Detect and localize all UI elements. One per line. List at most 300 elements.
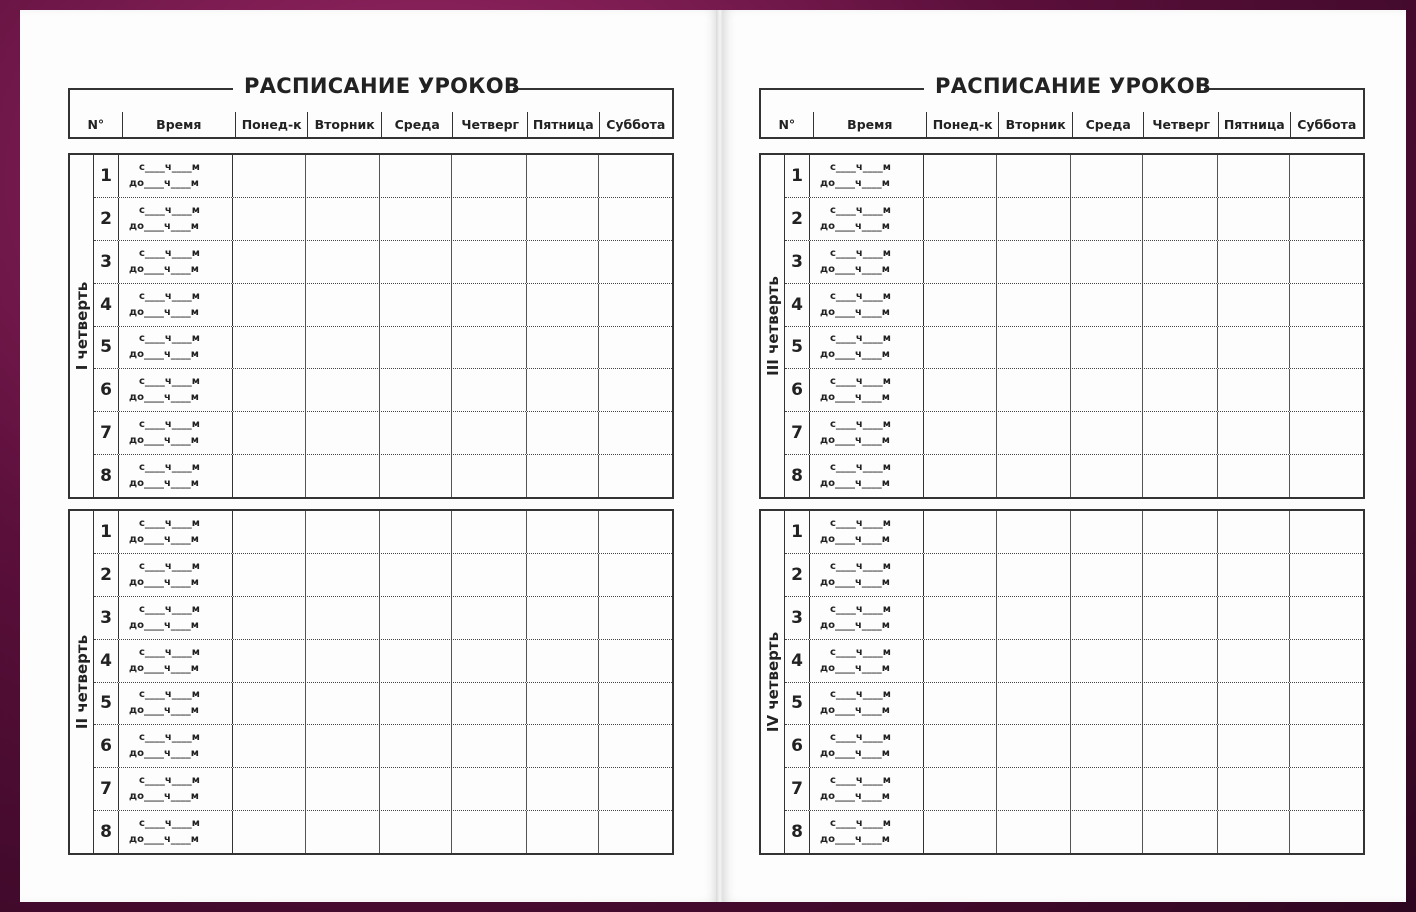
time-to: до____ч____м xyxy=(820,177,890,189)
day-cell[interactable] xyxy=(1290,241,1363,283)
day-cell[interactable] xyxy=(452,511,527,553)
time-from: с____ч____м xyxy=(139,161,200,173)
quarter-label: II четверть xyxy=(72,634,91,730)
day-cell[interactable] xyxy=(997,768,1071,810)
day-cell[interactable] xyxy=(997,811,1071,853)
day-cell[interactable] xyxy=(233,768,306,810)
day-cell[interactable] xyxy=(1143,725,1218,767)
time-cell[interactable] xyxy=(810,155,924,197)
day-cell[interactable] xyxy=(452,554,527,596)
time-cell[interactable] xyxy=(119,511,233,553)
day-cell[interactable] xyxy=(380,597,452,639)
day-cell[interactable] xyxy=(306,597,380,639)
day-cell[interactable] xyxy=(1143,155,1218,197)
time-cell[interactable] xyxy=(810,455,924,497)
time-from: с____ч____м xyxy=(830,247,891,259)
lesson-number: 8 xyxy=(785,455,810,497)
day-cell[interactable] xyxy=(1143,455,1218,497)
day-cell[interactable] xyxy=(1071,369,1143,411)
day-cell[interactable] xyxy=(306,412,380,454)
day-cell[interactable] xyxy=(380,455,452,497)
time-cell[interactable] xyxy=(810,811,924,853)
frame-right xyxy=(672,88,674,114)
lesson-number: 7 xyxy=(785,412,810,454)
lesson-number: 5 xyxy=(94,327,119,369)
time-from: с____ч____м xyxy=(139,732,200,744)
day-cell[interactable] xyxy=(1071,597,1143,639)
time-cell[interactable] xyxy=(119,241,233,283)
day-cell[interactable] xyxy=(1143,412,1218,454)
day-cell[interactable] xyxy=(599,725,672,767)
header-cell: Вторник xyxy=(308,112,382,137)
day-cell[interactable] xyxy=(380,198,452,240)
time-from: с____ч____м xyxy=(830,376,891,388)
day-cell[interactable] xyxy=(997,455,1071,497)
time-cell[interactable] xyxy=(810,284,924,326)
day-cell[interactable] xyxy=(380,768,452,810)
time-cell[interactable] xyxy=(810,554,924,596)
day-cell[interactable] xyxy=(1071,155,1143,197)
day-cell[interactable] xyxy=(306,198,380,240)
day-cell[interactable] xyxy=(527,155,599,197)
day-cell[interactable] xyxy=(1290,597,1363,639)
title-rule-left xyxy=(759,88,924,90)
lesson-row xyxy=(94,412,672,455)
day-cell[interactable] xyxy=(452,241,527,283)
day-cell[interactable] xyxy=(1143,198,1218,240)
day-cell[interactable] xyxy=(1218,155,1290,197)
time-to: до____ч____м xyxy=(129,392,199,404)
time-from: с____ч____м xyxy=(830,560,891,572)
day-cell[interactable] xyxy=(1071,412,1143,454)
day-cell[interactable] xyxy=(1143,768,1218,810)
day-cell[interactable] xyxy=(380,683,452,725)
day-cell[interactable] xyxy=(306,241,380,283)
day-cell[interactable] xyxy=(1071,327,1143,369)
day-cell[interactable] xyxy=(1218,455,1290,497)
day-cell[interactable] xyxy=(924,597,997,639)
day-cell[interactable] xyxy=(306,284,380,326)
day-cell[interactable] xyxy=(997,155,1071,197)
day-cell[interactable] xyxy=(997,725,1071,767)
day-cell[interactable] xyxy=(233,455,306,497)
day-cell[interactable] xyxy=(527,640,599,682)
day-cell[interactable] xyxy=(1290,811,1363,853)
lesson-number: 3 xyxy=(785,597,810,639)
day-cell[interactable] xyxy=(997,683,1071,725)
day-cell[interactable] xyxy=(233,198,306,240)
day-cell[interactable] xyxy=(233,597,306,639)
day-cell[interactable] xyxy=(1290,511,1363,553)
day-cell[interactable] xyxy=(233,683,306,725)
day-cell[interactable] xyxy=(527,683,599,725)
time-to: до____ч____м xyxy=(129,619,199,631)
time-from: с____ч____м xyxy=(139,376,200,388)
lesson-number: 4 xyxy=(785,640,810,682)
day-cell[interactable] xyxy=(1218,554,1290,596)
day-cell[interactable] xyxy=(527,725,599,767)
time-cell[interactable] xyxy=(810,768,924,810)
lesson-number: 1 xyxy=(94,511,119,553)
day-cell[interactable] xyxy=(527,284,599,326)
day-cell[interactable] xyxy=(1290,640,1363,682)
lesson-row xyxy=(94,554,672,597)
lesson-row xyxy=(94,369,672,412)
day-cell[interactable] xyxy=(1071,683,1143,725)
day-cell[interactable] xyxy=(1218,640,1290,682)
time-cell[interactable] xyxy=(810,369,924,411)
time-to: до____ч____м xyxy=(820,533,890,545)
day-cell[interactable] xyxy=(452,597,527,639)
time-from: с____ч____м xyxy=(830,818,891,830)
day-cell[interactable] xyxy=(1071,198,1143,240)
day-cell[interactable] xyxy=(306,768,380,810)
day-cell[interactable] xyxy=(1218,327,1290,369)
day-cell[interactable] xyxy=(599,412,672,454)
day-cell[interactable] xyxy=(924,412,997,454)
day-cell[interactable] xyxy=(233,369,306,411)
day-cell[interactable] xyxy=(527,241,599,283)
day-cell[interactable] xyxy=(1218,683,1290,725)
day-cell[interactable] xyxy=(1218,511,1290,553)
time-to: до____ч____м xyxy=(820,834,890,846)
quarter-label: IV четверть xyxy=(763,631,782,733)
day-cell[interactable] xyxy=(306,811,380,853)
day-cell[interactable] xyxy=(599,683,672,725)
day-cell[interactable] xyxy=(997,597,1071,639)
day-cell[interactable] xyxy=(1218,412,1290,454)
day-cell[interactable] xyxy=(997,640,1071,682)
day-cell[interactable] xyxy=(233,327,306,369)
time-cell[interactable] xyxy=(119,811,233,853)
day-cell[interactable] xyxy=(924,155,997,197)
day-cell[interactable] xyxy=(233,412,306,454)
day-cell[interactable] xyxy=(306,155,380,197)
day-cell[interactable] xyxy=(306,511,380,553)
time-cell[interactable] xyxy=(119,155,233,197)
day-cell[interactable] xyxy=(306,640,380,682)
day-cell[interactable] xyxy=(306,554,380,596)
time-from: с____ч____м xyxy=(139,560,200,572)
day-cell[interactable] xyxy=(1290,554,1363,596)
day-cell[interactable] xyxy=(527,597,599,639)
day-cell[interactable] xyxy=(452,198,527,240)
time-to: до____ч____м xyxy=(129,791,199,803)
day-cell[interactable] xyxy=(233,284,306,326)
day-cell[interactable] xyxy=(527,455,599,497)
day-cell[interactable] xyxy=(306,683,380,725)
day-cell[interactable] xyxy=(1290,327,1363,369)
day-cell[interactable] xyxy=(452,811,527,853)
day-cell[interactable] xyxy=(924,198,997,240)
time-to: до____ч____м xyxy=(820,306,890,318)
lesson-number: 6 xyxy=(785,725,810,767)
day-cell[interactable] xyxy=(306,455,380,497)
day-cell[interactable] xyxy=(997,284,1071,326)
lesson-number: 7 xyxy=(94,412,119,454)
time-cell[interactable] xyxy=(119,725,233,767)
day-cell[interactable] xyxy=(599,811,672,853)
day-cell[interactable] xyxy=(924,640,997,682)
time-from: с____ч____м xyxy=(830,775,891,787)
day-cell[interactable] xyxy=(452,412,527,454)
day-cell[interactable] xyxy=(233,725,306,767)
day-cell[interactable] xyxy=(233,640,306,682)
time-cell[interactable] xyxy=(810,198,924,240)
day-cell[interactable] xyxy=(452,284,527,326)
day-cell[interactable] xyxy=(233,155,306,197)
time-cell[interactable] xyxy=(119,768,233,810)
time-cell[interactable] xyxy=(810,683,924,725)
lesson-row xyxy=(785,511,1363,554)
day-cell[interactable] xyxy=(924,683,997,725)
day-cell[interactable] xyxy=(1071,241,1143,283)
day-cell[interactable] xyxy=(1143,811,1218,853)
day-cell[interactable] xyxy=(599,640,672,682)
header-row xyxy=(759,112,1365,139)
day-cell[interactable] xyxy=(527,511,599,553)
day-cell[interactable] xyxy=(599,554,672,596)
day-cell[interactable] xyxy=(1143,554,1218,596)
time-to: до____ч____м xyxy=(129,306,199,318)
time-cell[interactable] xyxy=(810,241,924,283)
lesson-number: 6 xyxy=(785,369,810,411)
lesson-number: 1 xyxy=(94,155,119,197)
day-cell[interactable] xyxy=(599,327,672,369)
time-to: до____ч____м xyxy=(820,576,890,588)
day-cell[interactable] xyxy=(997,554,1071,596)
day-cell[interactable] xyxy=(1071,511,1143,553)
lesson-row xyxy=(94,284,672,327)
day-cell[interactable] xyxy=(380,811,452,853)
title-rule-left xyxy=(68,88,233,90)
day-cell[interactable] xyxy=(527,768,599,810)
day-cell[interactable] xyxy=(380,155,452,197)
day-cell[interactable] xyxy=(1290,284,1363,326)
time-cell[interactable] xyxy=(119,683,233,725)
day-cell[interactable] xyxy=(599,284,672,326)
time-cell[interactable] xyxy=(119,284,233,326)
day-cell[interactable] xyxy=(1071,811,1143,853)
time-cell[interactable] xyxy=(119,640,233,682)
day-cell[interactable] xyxy=(1290,155,1363,197)
page-title: РАСПИСАНИЕ УРОКОВ xyxy=(935,74,1212,98)
day-cell[interactable] xyxy=(1290,455,1363,497)
time-to: до____ч____м xyxy=(129,349,199,361)
day-cell[interactable] xyxy=(380,640,452,682)
header-cell: Пятница xyxy=(1219,112,1291,137)
time-from: с____ч____м xyxy=(139,775,200,787)
frame-left xyxy=(68,88,70,114)
time-to: до____ч____м xyxy=(820,662,890,674)
day-cell[interactable] xyxy=(380,412,452,454)
day-cell[interactable] xyxy=(997,511,1071,553)
lesson-row xyxy=(94,811,672,853)
day-cell[interactable] xyxy=(599,511,672,553)
time-to: до____ч____м xyxy=(820,478,890,490)
day-cell[interactable] xyxy=(527,811,599,853)
lesson-row xyxy=(785,198,1363,241)
day-cell[interactable] xyxy=(452,725,527,767)
time-from: с____ч____м xyxy=(139,646,200,658)
day-cell[interactable] xyxy=(306,327,380,369)
day-cell[interactable] xyxy=(1290,768,1363,810)
day-cell[interactable] xyxy=(452,327,527,369)
day-cell[interactable] xyxy=(599,455,672,497)
lesson-number: 1 xyxy=(785,155,810,197)
day-cell[interactable] xyxy=(599,597,672,639)
day-cell[interactable] xyxy=(1143,369,1218,411)
day-cell[interactable] xyxy=(527,369,599,411)
header-cell: Понед-к xyxy=(236,112,309,137)
time-to: до____ч____м xyxy=(129,662,199,674)
day-cell[interactable] xyxy=(599,155,672,197)
lesson-number: 5 xyxy=(785,683,810,725)
time-to: до____ч____м xyxy=(129,705,199,717)
day-cell[interactable] xyxy=(527,554,599,596)
day-cell[interactable] xyxy=(527,412,599,454)
day-cell[interactable] xyxy=(997,412,1071,454)
day-cell[interactable] xyxy=(1071,455,1143,497)
day-cell[interactable] xyxy=(599,768,672,810)
day-cell[interactable] xyxy=(997,327,1071,369)
lesson-number: 4 xyxy=(94,284,119,326)
day-cell[interactable] xyxy=(380,369,452,411)
lesson-row xyxy=(785,683,1363,726)
header-cell: Среда xyxy=(382,112,454,137)
time-from: с____ч____м xyxy=(139,818,200,830)
day-cell[interactable] xyxy=(997,369,1071,411)
day-cell[interactable] xyxy=(306,369,380,411)
day-cell[interactable] xyxy=(527,198,599,240)
header-cell: Суббота xyxy=(1297,117,1357,132)
day-cell[interactable] xyxy=(924,241,997,283)
day-cell[interactable] xyxy=(1143,683,1218,725)
day-cell[interactable] xyxy=(924,554,997,596)
day-cell[interactable] xyxy=(599,198,672,240)
day-cell[interactable] xyxy=(1218,725,1290,767)
day-cell[interactable] xyxy=(1218,241,1290,283)
day-cell[interactable] xyxy=(380,511,452,553)
day-cell[interactable] xyxy=(924,725,997,767)
day-cell[interactable] xyxy=(1218,768,1290,810)
time-cell[interactable] xyxy=(119,597,233,639)
time-cell[interactable] xyxy=(810,640,924,682)
time-cell[interactable] xyxy=(810,511,924,553)
day-cell[interactable] xyxy=(452,683,527,725)
day-cell[interactable] xyxy=(924,455,997,497)
lesson-row xyxy=(94,241,672,284)
day-cell[interactable] xyxy=(924,284,997,326)
day-cell[interactable] xyxy=(1143,284,1218,326)
day-cell[interactable] xyxy=(1071,640,1143,682)
day-cell[interactable] xyxy=(452,369,527,411)
day-cell[interactable] xyxy=(233,811,306,853)
lesson-row xyxy=(94,198,672,241)
day-cell[interactable] xyxy=(924,369,997,411)
day-cell[interactable] xyxy=(1071,725,1143,767)
day-cell[interactable] xyxy=(1143,597,1218,639)
time-cell[interactable] xyxy=(119,327,233,369)
day-cell[interactable] xyxy=(1218,597,1290,639)
lesson-row xyxy=(94,725,672,768)
day-cell[interactable] xyxy=(1071,554,1143,596)
time-cell[interactable] xyxy=(119,369,233,411)
day-cell[interactable] xyxy=(1071,284,1143,326)
day-cell[interactable] xyxy=(997,241,1071,283)
time-cell[interactable] xyxy=(119,554,233,596)
day-cell[interactable] xyxy=(599,241,672,283)
lesson-number: 6 xyxy=(94,725,119,767)
day-cell[interactable] xyxy=(380,327,452,369)
day-cell[interactable] xyxy=(924,811,997,853)
day-cell[interactable] xyxy=(1290,683,1363,725)
day-cell[interactable] xyxy=(452,455,527,497)
day-cell[interactable] xyxy=(452,155,527,197)
lesson-row xyxy=(785,369,1363,412)
lesson-row xyxy=(94,597,672,640)
day-cell[interactable] xyxy=(1218,284,1290,326)
day-cell[interactable] xyxy=(1218,811,1290,853)
time-cell[interactable] xyxy=(810,327,924,369)
day-cell[interactable] xyxy=(527,327,599,369)
lesson-row xyxy=(94,768,672,811)
time-from: с____ч____м xyxy=(139,462,200,474)
day-cell[interactable] xyxy=(924,768,997,810)
time-cell[interactable] xyxy=(810,412,924,454)
day-cell[interactable] xyxy=(452,640,527,682)
day-cell[interactable] xyxy=(1071,768,1143,810)
day-cell[interactable] xyxy=(924,511,997,553)
day-cell[interactable] xyxy=(1143,327,1218,369)
time-cell[interactable] xyxy=(119,198,233,240)
quarter-block xyxy=(759,509,1365,855)
time-cell[interactable] xyxy=(119,455,233,497)
day-cell[interactable] xyxy=(1143,511,1218,553)
day-cell[interactable] xyxy=(233,554,306,596)
day-cell[interactable] xyxy=(599,369,672,411)
day-cell[interactable] xyxy=(1290,198,1363,240)
day-cell[interactable] xyxy=(233,241,306,283)
time-from: с____ч____м xyxy=(139,689,200,701)
day-cell[interactable] xyxy=(1290,412,1363,454)
day-cell[interactable] xyxy=(924,327,997,369)
day-cell[interactable] xyxy=(1290,369,1363,411)
time-cell[interactable] xyxy=(119,412,233,454)
day-cell[interactable] xyxy=(997,198,1071,240)
day-cell[interactable] xyxy=(380,284,452,326)
time-cell[interactable] xyxy=(810,725,924,767)
day-cell[interactable] xyxy=(1218,198,1290,240)
lesson-number: 5 xyxy=(94,683,119,725)
day-cell[interactable] xyxy=(380,241,452,283)
time-from: с____ч____м xyxy=(830,689,891,701)
time-to: до____ч____м xyxy=(129,576,199,588)
quarter-block xyxy=(68,509,674,855)
day-cell[interactable] xyxy=(380,725,452,767)
day-cell[interactable] xyxy=(1290,725,1363,767)
day-cell[interactable] xyxy=(380,554,452,596)
day-cell[interactable] xyxy=(1143,640,1218,682)
day-cell[interactable] xyxy=(1143,241,1218,283)
day-cell[interactable] xyxy=(452,768,527,810)
day-cell[interactable] xyxy=(233,511,306,553)
day-cell[interactable] xyxy=(1218,369,1290,411)
time-cell[interactable] xyxy=(810,597,924,639)
day-cell[interactable] xyxy=(306,725,380,767)
lesson-number: 4 xyxy=(94,640,119,682)
header-cell: Время xyxy=(814,112,927,137)
